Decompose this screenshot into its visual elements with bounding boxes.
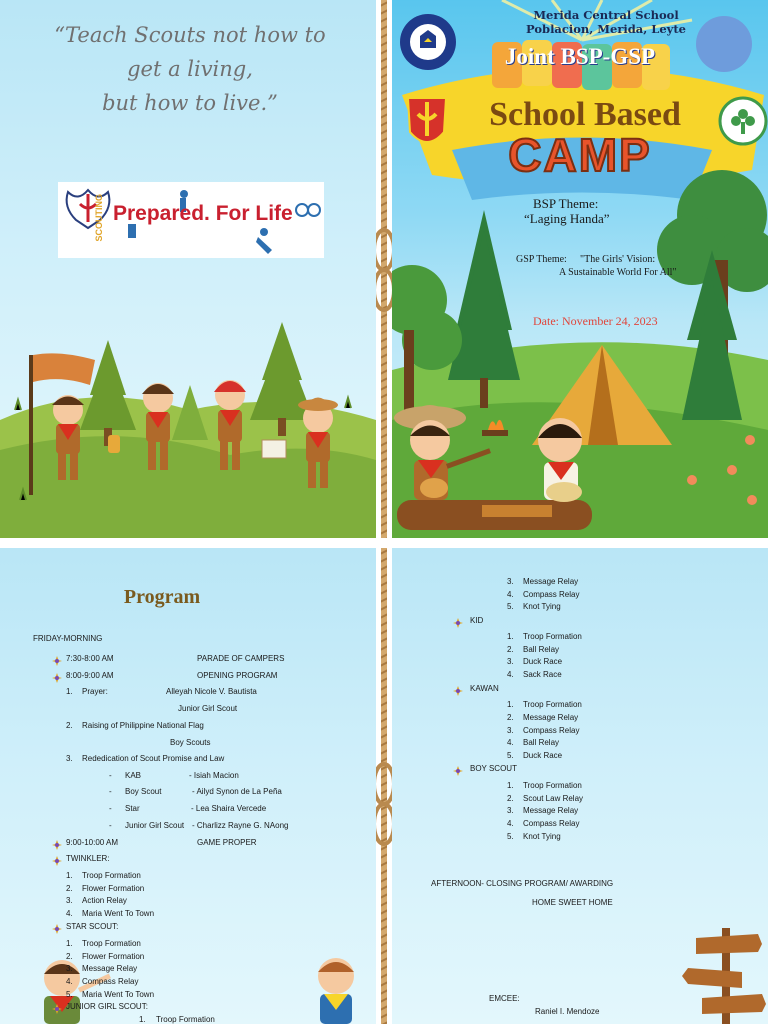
- item-number: 2.: [507, 794, 514, 803]
- bullet-icon: [52, 653, 62, 663]
- camp-title-line-2: CAMP: [508, 129, 652, 181]
- program-item-text: JUNIOR GIRL SCOUT:: [66, 1002, 148, 1011]
- bullet-icon: [52, 921, 62, 931]
- program-item-text: Troop Formation: [82, 939, 141, 948]
- quote-line-1: “Teach Scouts not how to get a living,: [54, 23, 326, 81]
- item-number: 5.: [507, 602, 514, 611]
- program-item-text: Knot Tying: [523, 832, 561, 841]
- item-number: 1.: [507, 700, 514, 709]
- program-item-text: Troop Formation: [82, 871, 141, 880]
- program-item-text: 7:30-8:00 AM: [66, 654, 114, 663]
- program-item-detail: GAME PROPER: [197, 838, 257, 847]
- item-number: 4.: [507, 819, 514, 828]
- program-item-text: KID: [470, 616, 484, 625]
- program-item-text: KAWAN: [470, 684, 499, 693]
- program-item-detail: Junior Girl Scout: [178, 704, 238, 713]
- program-item-text: Ball Relay: [523, 645, 560, 654]
- item-number: 5.: [507, 832, 514, 841]
- program-item-text: Action Relay: [82, 896, 127, 905]
- program-item-text: TWINKLER:: [66, 854, 110, 863]
- program-item-detail: - Ailyd Synon de La Peña: [192, 787, 282, 796]
- bsp-theme: “Laging Handa”: [524, 211, 610, 226]
- bullet-icon: [453, 615, 463, 625]
- item-number: 3.: [507, 726, 514, 735]
- logo-text: Prepared. For Life: [113, 202, 293, 225]
- logo-side-text: SCOUTING: [94, 194, 104, 242]
- gsp-theme-label: GSP Theme:: [516, 254, 567, 265]
- camp-date: Date: November 24, 2023: [533, 314, 658, 328]
- bullet-icon: [52, 837, 62, 847]
- prepared-for-life-logo: [58, 182, 324, 258]
- bullet-icon: [453, 683, 463, 693]
- program-item-text: Troop Formation: [523, 632, 582, 641]
- program-item-text: Troop Formation: [523, 781, 582, 790]
- program-item-text: Raising of Philippine National Flag: [82, 721, 204, 730]
- program-item-text: Message Relay: [523, 577, 579, 586]
- program-item-text: 8:00-9:00 AM: [66, 671, 114, 680]
- program-left-illustration: [0, 548, 376, 1024]
- program-item-detail: - Charlizz Rayne G. NAong: [192, 821, 289, 830]
- item-number: -: [109, 771, 112, 780]
- item-number: 1.: [66, 871, 73, 880]
- program-item-text: Compass Relay: [523, 726, 580, 735]
- gsp-theme-line-1: "The Girls' Vision:: [580, 254, 656, 265]
- gsp-theme-line-2: A Sustainable World For All": [559, 267, 677, 278]
- item-number: 5.: [507, 751, 514, 760]
- camp-title-line-1: School Based: [489, 96, 681, 133]
- item-number: 1.: [66, 687, 73, 696]
- program-item-detail: - Isiah Macion: [189, 771, 239, 780]
- home-line: HOME SWEET HOME: [532, 898, 613, 907]
- program-item-text: Message Relay: [523, 713, 579, 722]
- program-item-text: Flower Formation: [82, 952, 145, 961]
- program-item-text: 9:00-10:00 AM: [66, 838, 119, 847]
- program-item-text: Flower Formation: [82, 884, 145, 893]
- program-item-text: Junior Girl Scout: [125, 821, 185, 830]
- program-item-text: Duck Race: [523, 751, 563, 760]
- program-item-text: Compass Relay: [523, 819, 580, 828]
- item-number: 1.: [66, 939, 73, 948]
- item-number: 4.: [66, 977, 73, 986]
- bsp-badge: [404, 92, 450, 156]
- program-item-text: Maria Went To Town: [82, 990, 155, 999]
- program-item-text: Knot Tying: [523, 602, 561, 611]
- school-line-2: Poblacion, Merida, Leyte: [526, 22, 686, 36]
- bullet-icon: [52, 1001, 62, 1011]
- program-left-panel: [0, 548, 376, 1024]
- program-item-detail: - Lea Shaira Vercede: [191, 804, 267, 813]
- item-number: 3.: [507, 806, 514, 815]
- item-number: 2.: [66, 952, 73, 961]
- item-number: 1.: [507, 781, 514, 790]
- school-name: [486, 8, 726, 36]
- program-item-detail: PARADE OF CAMPERS: [197, 654, 285, 663]
- program-item-text: Compass Relay: [523, 590, 580, 599]
- program-item-text: Boy Scout: [125, 787, 162, 796]
- item-number: 5.: [66, 990, 73, 999]
- program-item-text: Compass Relay: [82, 977, 139, 986]
- item-number: 1.: [139, 1015, 146, 1024]
- program-item-text: Star: [125, 804, 140, 813]
- school-line-1: Merida Central School: [533, 8, 679, 22]
- program-item-text: BOY SCOUT: [470, 764, 517, 773]
- program-item-text: Scout Law Relay: [523, 794, 584, 803]
- program-item-text: Message Relay: [523, 806, 579, 815]
- item-number: 3.: [66, 964, 73, 973]
- item-number: 4.: [66, 909, 73, 918]
- program-item-text: Message Relay: [82, 964, 138, 973]
- item-number: -: [109, 804, 112, 813]
- joint-title: Joint BSP-GSP: [504, 44, 656, 69]
- gsp-seal: [718, 96, 768, 146]
- program-item-text: KAB: [125, 771, 142, 780]
- back-cover-panel: [0, 0, 376, 538]
- program-item-text: Rededication of Scout Promise and Law: [82, 754, 225, 763]
- emcee-name: Raniel I. Mendoze: [535, 1007, 600, 1016]
- item-number: 4.: [507, 590, 514, 599]
- afternoon-line: AFTERNOON- CLOSING PROGRAM/ AWARDING: [431, 879, 614, 888]
- item-number: 4.: [507, 738, 514, 747]
- item-number: 3.: [66, 896, 73, 905]
- program-item-text: Sack Race: [523, 670, 562, 679]
- program-item-text: Prayer:: [82, 687, 108, 696]
- quote-line-2: but how to live.”: [102, 91, 278, 115]
- item-number: 2.: [66, 884, 73, 893]
- item-number: -: [109, 821, 112, 830]
- emcee-label: EMCEE:: [489, 994, 520, 1003]
- item-number: 2.: [66, 721, 73, 730]
- program-item-detail: Alleyah Nicole V. Bautista: [166, 687, 257, 696]
- bsp-theme-label: BSP Theme:: [533, 196, 599, 211]
- program-item-text: Maria Went To Town: [82, 909, 155, 918]
- rope-divider-bottom: [376, 548, 392, 1024]
- item-number: 2.: [507, 645, 514, 654]
- program-item-text: Troop Formation: [156, 1015, 215, 1024]
- bullet-icon: [52, 853, 62, 863]
- item-number: 3.: [507, 577, 514, 586]
- rope-divider-top: [376, 0, 392, 538]
- item-number: 3.: [66, 754, 73, 763]
- item-number: 2.: [507, 713, 514, 722]
- item-number: -: [109, 787, 112, 796]
- program-item-detail: Boy Scouts: [170, 738, 211, 747]
- program-item-text: Troop Formation: [523, 700, 582, 709]
- program-item-text: STAR SCOUT:: [66, 922, 119, 931]
- item-number: 3.: [507, 657, 514, 666]
- program-item-text: Ball Relay: [523, 738, 560, 747]
- program-item-text: Duck Race: [523, 657, 563, 666]
- scout-girl-corner: [318, 958, 354, 1024]
- deped-seal: [398, 12, 458, 72]
- program-item-text: FRIDAY-MORNING: [33, 634, 103, 643]
- item-number: 4.: [507, 670, 514, 679]
- bullet-icon: [453, 763, 463, 773]
- scout-quote: [40, 18, 340, 120]
- program-title: Program: [123, 586, 201, 608]
- program-item-detail: OPENING PROGRAM: [197, 671, 278, 680]
- bullet-icon: [52, 670, 62, 680]
- item-number: 1.: [507, 632, 514, 641]
